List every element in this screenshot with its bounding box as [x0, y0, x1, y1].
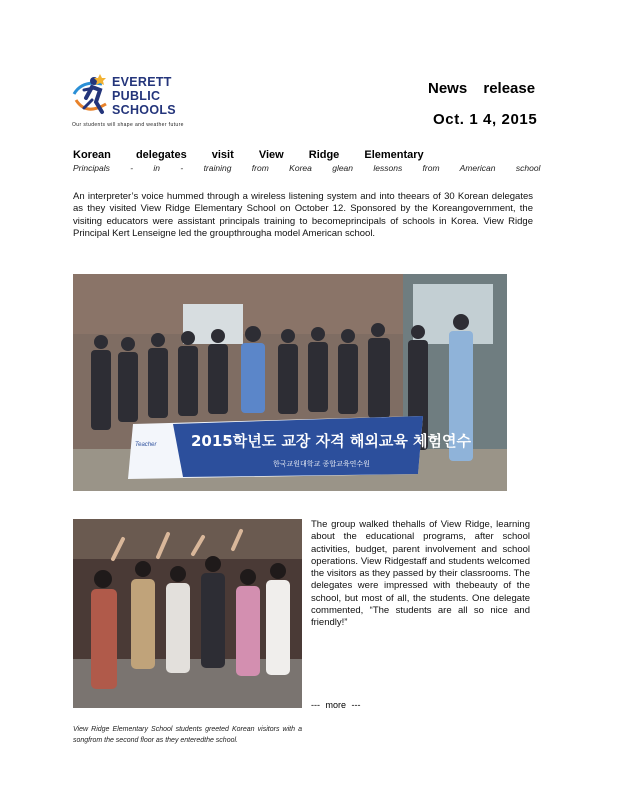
group-photo	[73, 274, 507, 491]
release-label: News release	[428, 80, 536, 97]
body-paragraph: The group walked thehalls of View Ridge, learning about the educational programs, after school activities, budget, parent involvement and school operations. View Ridgestaff and students welcomed the visitors as they passed by their classrooms. The delegates were impressed with thebeauty of the school, but most of all, the students. One delegate commented, “The students are all so nice and friendly!”	[311, 519, 530, 629]
more-indicator: --- more ---	[311, 700, 361, 710]
district-wordmark	[112, 75, 176, 117]
article-subhead: Principals - in - training from Korea glean lessons from American school	[73, 163, 541, 173]
banner-subtitle: 한국교원대학교 종합교육연수원	[273, 460, 370, 468]
banner-logo: Teacher	[135, 442, 157, 448]
students-photo	[73, 519, 302, 708]
article-headline: Korean delegates visit View Ridge Elementary	[73, 149, 424, 161]
wordmark-line: PUBLIC	[112, 89, 161, 103]
district-tagline: Our students will shape and weather future	[72, 122, 184, 128]
banner-title: 2015학년도 교장 자격 해외교육 체험연수	[191, 432, 471, 450]
photo-caption: View Ridge Elementary School students greeted Korean visitors with a songfrom the second floor as they enteredthe school.	[73, 726, 302, 744]
release-date: Oct. 1 4, 2015	[433, 111, 538, 128]
wordmark-line: EVERETT	[112, 75, 172, 89]
lead-paragraph: An interpreter’s voice hummed through a wireless listening system and into theears of 30 Korean delegates as they visited View Ridge Elementary School on October 12. Sponsored by the Koreangovernment, the visiting educators were assistant principals training to becomeprincipals of schools in Korea. View Ridge Principal Kert Lenseigne led the groupthrougha model American school.	[73, 191, 533, 239]
wordmark-line: SCHOOLS	[112, 103, 176, 117]
